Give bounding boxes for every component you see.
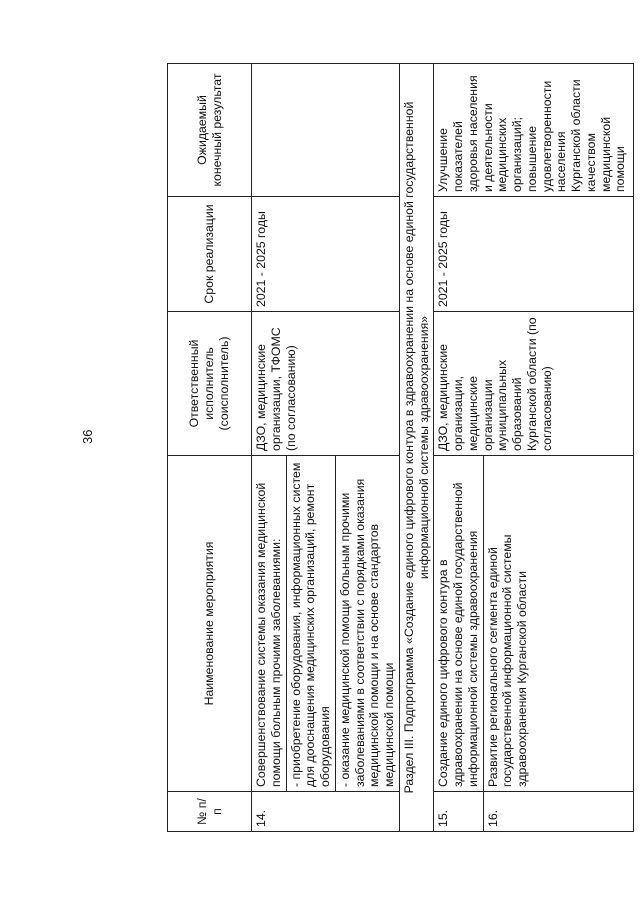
section-row <box>399 64 434 832</box>
row16-num: 16. <box>483 792 633 832</box>
row15-executor: ДЗО, медицинские организации, медицинские организации муниципальных образований Курганской области (по согласованию) <box>434 312 633 456</box>
document-sheet <box>167 64 640 832</box>
table-row <box>434 64 483 832</box>
header-name: Наименование мероприятия <box>168 456 252 792</box>
row15-term: 2021 - 2025 годы <box>434 197 633 312</box>
row15-result: Улучшение показателей здоровья населения и деятельности медицинских организаций; повышение удовлетворенности населения Курганской области качеством медицинской помощи <box>434 64 633 197</box>
table-header-row <box>168 64 252 832</box>
row15-num: 15. <box>434 792 483 832</box>
measures-table <box>167 63 634 832</box>
row16-title: Развитие регионального сегмента единой государственной информационной системы здравоохранения Курганской области <box>483 456 633 792</box>
row14-result <box>252 64 400 197</box>
row15-title: Создание единого цифрового контура в здравоохранении на основе единой государственной информационной системы здравоохранения <box>434 456 483 792</box>
row14-sub2: - оказание медицинской помощи больным прочими заболеваниями в соответствии с порядками оказания медицинской помощи и на основе стандартов медицинской помощи <box>335 456 399 792</box>
row14-term: 2021 - 2025 годы <box>252 197 400 312</box>
row14-num: 14. <box>252 792 400 832</box>
row14-sub1: - приобретение оборудования, информационных систем для дооснащения медицинских организаций, ремонт оборудования <box>286 456 335 792</box>
header-term: Срок реализации <box>168 197 252 312</box>
row14-executor: ДЗО, медицинские организации, ТФОМС (по согласованию) <box>252 312 400 456</box>
rotated-page <box>167 64 640 832</box>
header-executor: Ответственный исполнитель (соисполнитель) <box>168 312 252 456</box>
header-result: Ожидаемый конечный результат <box>168 64 252 197</box>
table-row <box>252 64 287 832</box>
header-num: № п/п <box>168 792 252 832</box>
row14-title: Совершенствование системы оказания медицинской помощи больным прочими заболеваниями: <box>252 456 287 792</box>
page-number: 36 <box>80 429 95 444</box>
section-3-title: Раздел III. Подпрограмма «Создание единого цифрового контура в здравоохранении на основе единой государственной информационной системы здравоохранения» <box>399 64 434 832</box>
